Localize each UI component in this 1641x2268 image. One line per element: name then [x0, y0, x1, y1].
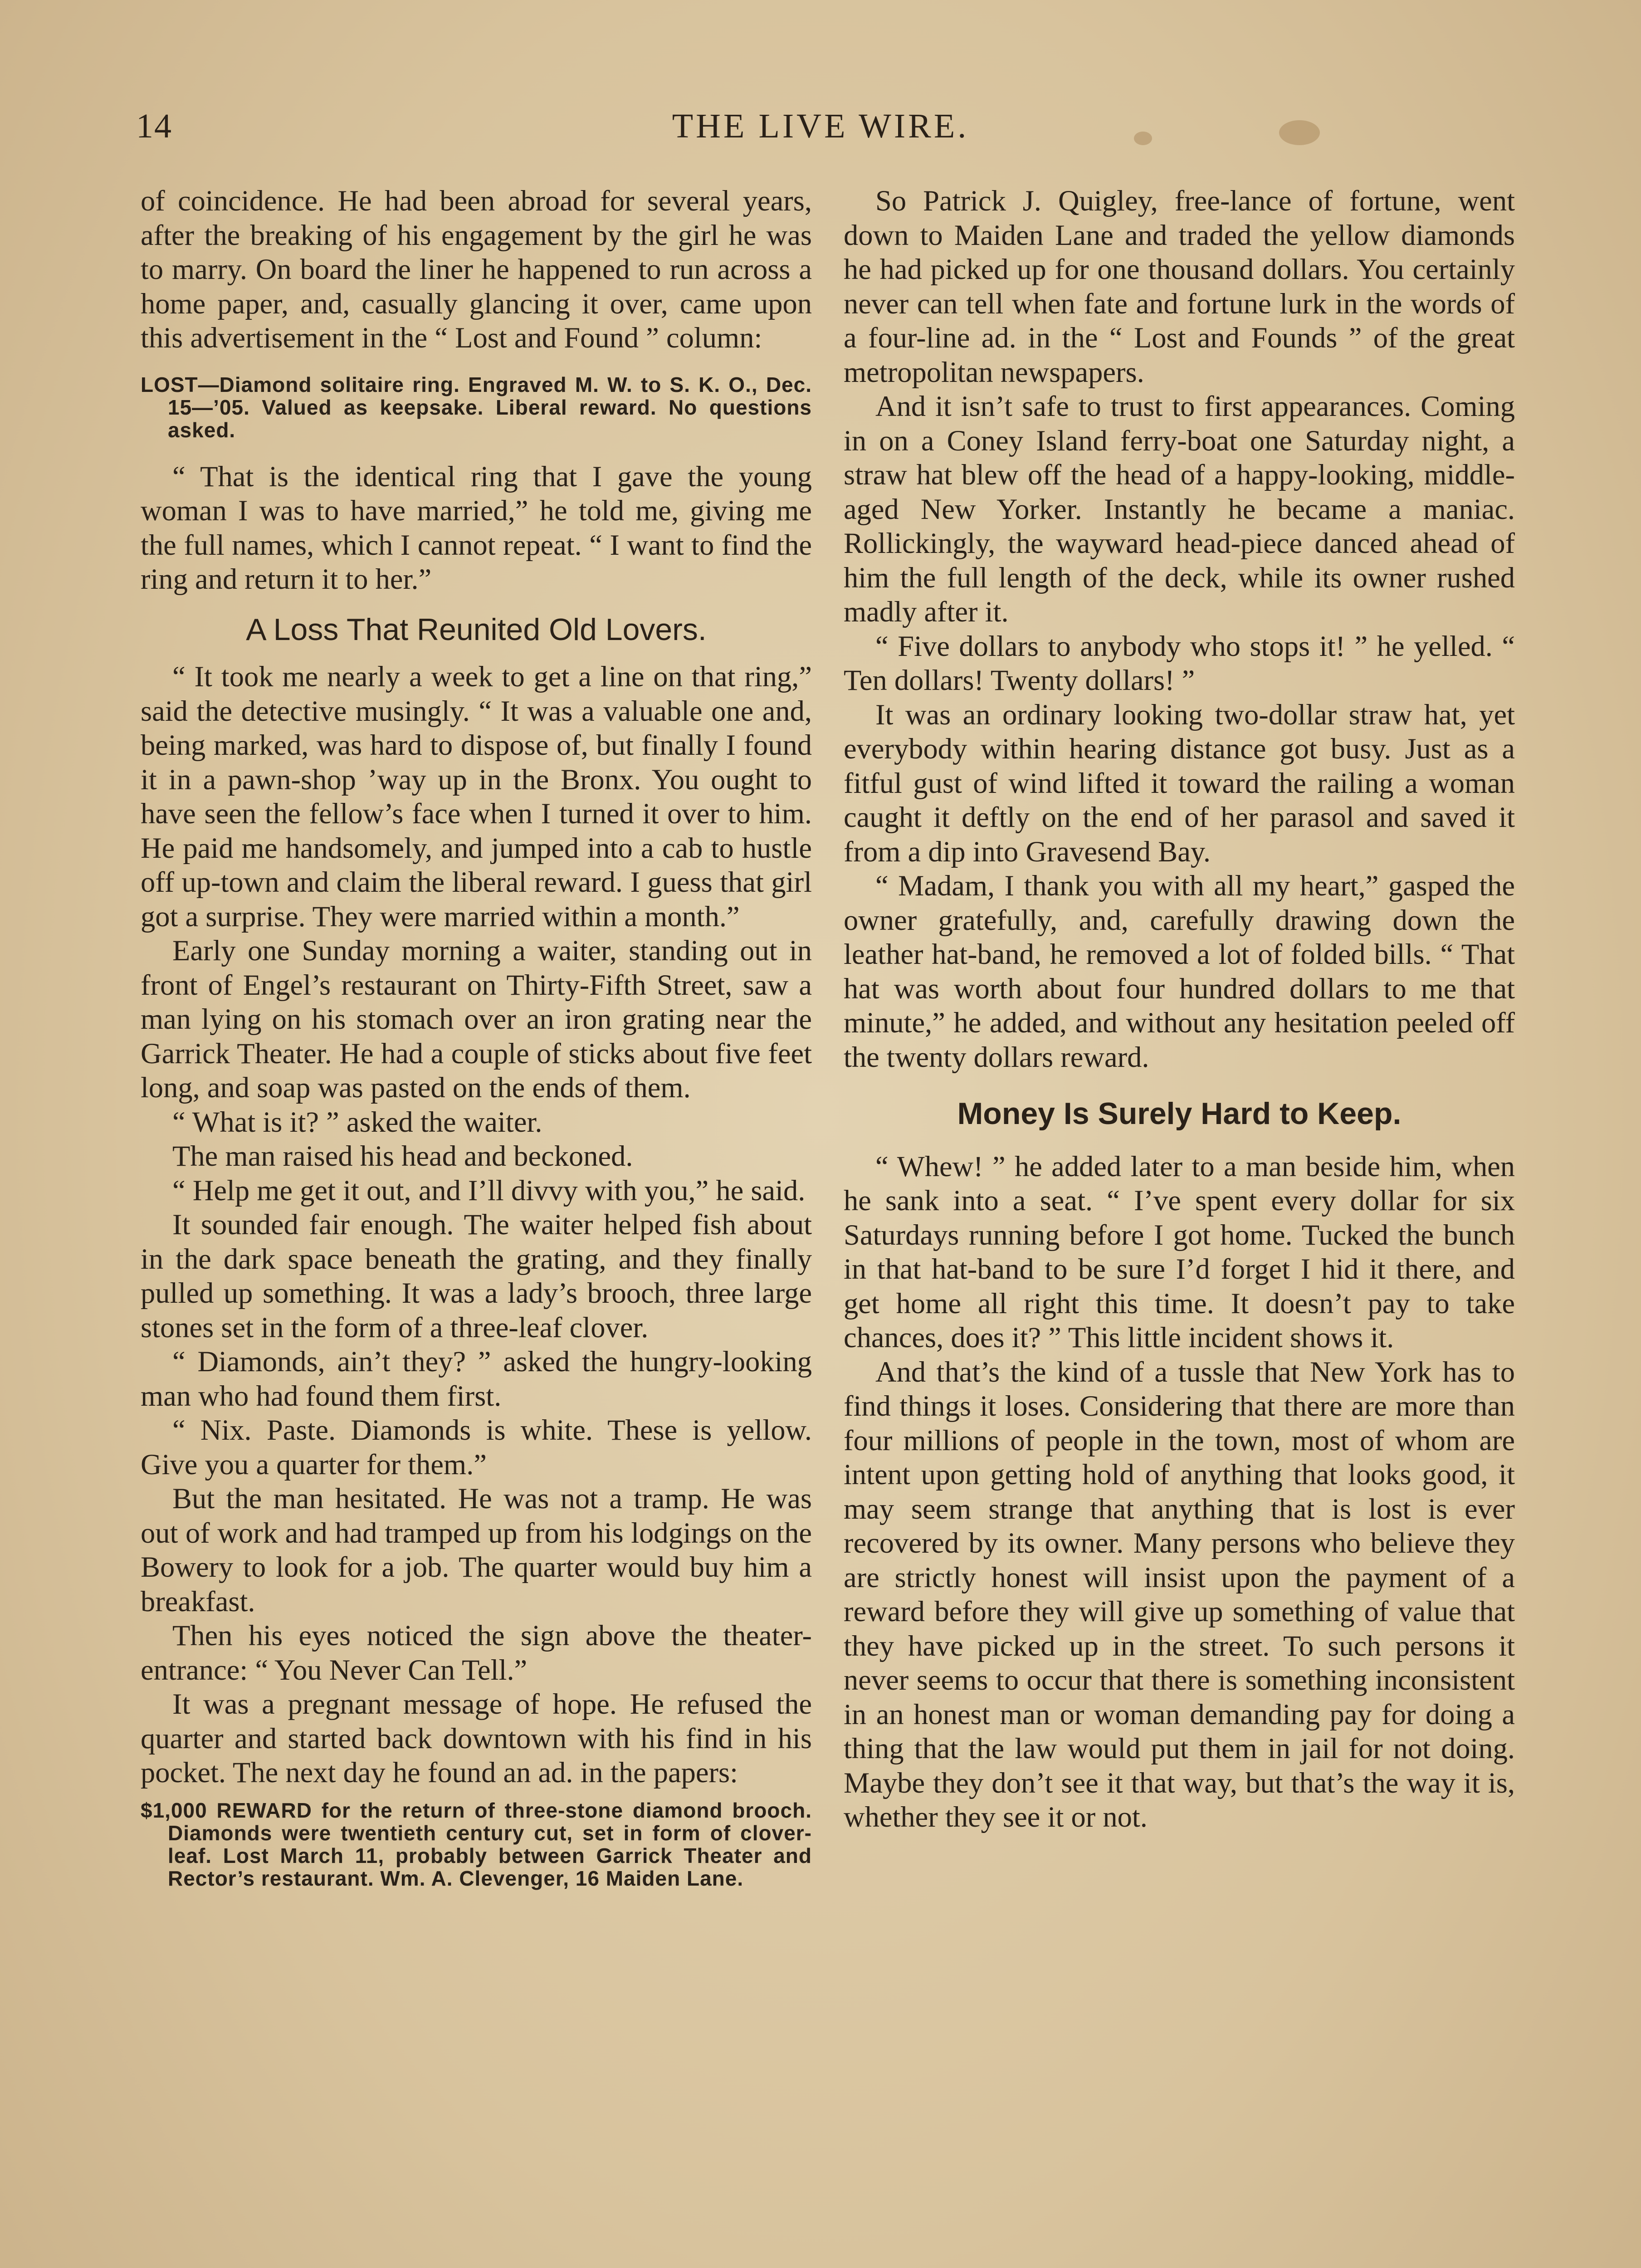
classified-ad-lost-ring: LOST—Diamond solitaire ring. Engraved M. W. to S. K. O., Dec. 15—’05. Valued as keepsake. Liberal reward. No questions asked.: [141, 372, 812, 442]
paragraph: It was an ordinary looking two-dollar straw hat, yet everybody within hearing distance got busy. Just as a fitful gust of wind lifted it toward the railing a woman caught it deftly on the end of her parasol and saved it from a dip into Gravesend Bay.: [844, 698, 1515, 868]
paragraph: And that’s the kind of a tussle that New York has to find things it loses. Considering that there are more than four millions of people in the town, most of whom are intent upon getting hold of anything that looks good, it may seem strange that anything that is lost is ever recovered by its owner. Many persons who believe they are strictly honest will insist upon the payment of a reward before they will give up something of value that they have picked up in the street. To such persons it never seems to occur that there is something inconsistent in an honest man or woman demanding pay for doing a thing that the law would put them in jail for not doing. Maybe they don’t see it that way, but that’s the way it is, whether they see it or not.: [844, 1355, 1515, 1833]
paragraph: “ Help me get it out, and I’ll divvy with you,” he said.: [172, 1174, 806, 1207]
paragraph: “ That is the identical ring that I gave the young woman I was to have married,” he told me, giving me the full names, which I cannot repeat. “ I want to find the ring and return it to her.”: [141, 460, 812, 595]
page-number: 14: [136, 107, 172, 145]
paragraph: “ Nix. Paste. Diamonds is white. These is yellow. Give you a quarter for them.”: [141, 1414, 812, 1481]
left-column: [141, 184, 812, 1908]
paragraph: “ Whew! ” he added later to a man beside him, when he sank into a seat. “ I’ve spent every dollar for six Saturdays running before I got home. Tucked the bunch in that hat-band to be sure I’d forget I hid it there, and get home all right this time. It doesn’t pay to take chances, does it? ” This little incident shows it.: [844, 1150, 1515, 1354]
paragraph: “ Madam, I thank you with all my heart,” gasped the owner gratefully, and, carefully drawing down the leather hat-band, he removed a lot of folded bills. “ That hat was worth about four hundred dollars to me that minute,” he added, and without any hesitation peeled off the twenty dollars reward.: [844, 870, 1515, 1073]
paragraph: It sounded fair enough. The waiter helped fish about in the dark space beneath the grating, and they finally pulled up something. It was a lady’s brooch, three large stones set in the form of a three-leaf clover.: [141, 1208, 812, 1344]
paragraph: “ It took me nearly a week to get a line on that ring,” said the detective musingly. “ It was a valuable one and, being marked, was hard to dispose of, but finally I found it in a pawn-shop ’way up in the Bronx. You ought to have seen the fellow’s face when I turned it over to him. He paid me handsomely, and jumped into a cab to hustle off up-town and claim the liberal reward. I guess that girl got a surprise. They were married within a month.”: [141, 660, 812, 933]
page-header: [136, 107, 1505, 156]
paragraph: Early one Sunday morning a waiter, standing out in front of Engel’s restaurant on Thirty-Fifth Street, saw a man lying on his stomach over an iron grating near the Garrick Theater. He had a couple of sticks about five feet long, and soap was pasted on the ends of them.: [141, 934, 812, 1104]
section-heading: A Loss That Reunited Old Lovers.: [246, 612, 707, 647]
classified-ad-reward: $1,000 REWARD for the return of three-stone diamond brooch. Diamonds were twentieth century cut, set in form of clover-leaf. Lost March 11, probably between Garrick Theater and Rector’s restaurant. Wm. A. Clevenger, 16 Maiden Lane.: [141, 1798, 812, 1890]
paragraph: Then his eyes noticed the sign above the theater-entrance: “ You Never Can Tell.”: [141, 1619, 812, 1686]
paragraph: “ Diamonds, ain’t they? ” asked the hungry-looking man who had found them first.: [141, 1345, 812, 1412]
paragraph: The man raised his head and beckoned.: [172, 1140, 633, 1172]
right-column: [844, 184, 1515, 1834]
paragraph: “ Five dollars to anybody who stops it! ” he yelled. “ Ten dollars! Twenty dollars! ”: [844, 630, 1515, 696]
paragraph: And it isn’t safe to trust to first appearances. Coming in on a Coney Island ferry-boat one Saturday night, a straw hat blew off the head of a happy-looking, middle-aged New Yorker. Instantly he became a maniac. Rollickingly, the wayward head-piece danced ahead of him the full length of the deck, while its owner rushed madly after it.: [844, 390, 1515, 628]
paragraph: of coincidence. He had been abroad for several years, after the breaking of his engagement by the girl he was to marry. On board the liner he happened to run across a home paper, and, casually glancing it over, came upon this advertisement in the “ Lost and Found ” column:: [141, 185, 812, 354]
paragraph: It was a pregnant message of hope. He refused the quarter and started back downtown with his find in his pocket. The next day he found an ad. in the papers:: [141, 1688, 812, 1789]
paragraph: But the man hesitated. He was not a tramp. He was out of work and had tramped up from his lodgings on the Bowery to look for a job. The quarter would buy him a breakfast.: [141, 1482, 812, 1618]
section-heading: Money Is Surely Hard to Keep.: [957, 1096, 1402, 1131]
paragraph: “ What is it? ” asked the waiter.: [172, 1105, 542, 1138]
running-head: THE LIVE WIRE.: [672, 107, 969, 145]
paragraph: So Patrick J. Quigley, free-lance of fortune, went down to Maiden Lane and traded the yellow diamonds he had picked up for one thousand dollars. You certainly never can tell when fate and fortune lurk in the words of a four-line ad. in the “ Lost and Founds ” of the great metropolitan newspapers.: [844, 185, 1515, 388]
